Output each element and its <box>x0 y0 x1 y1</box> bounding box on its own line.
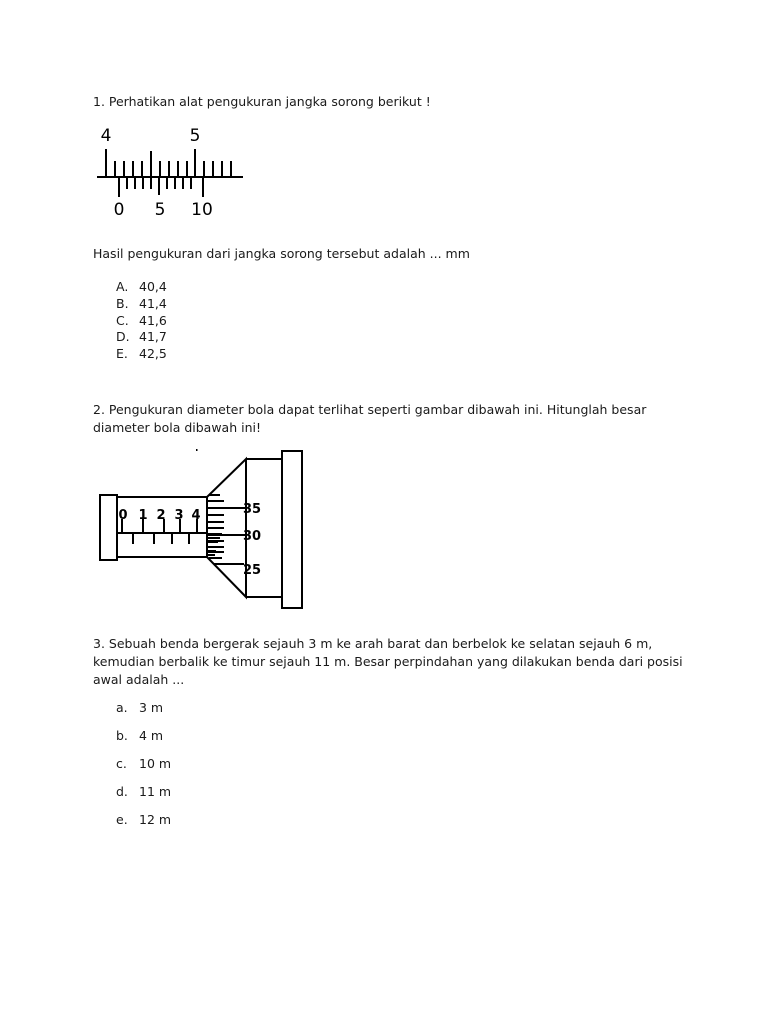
question-1-text: 1. Perhatikan alat pengukuran jangka sorong berikut ! <box>93 94 431 109</box>
option-c[interactable]: c. 10 m <box>116 756 172 771</box>
question-1-prompt: Hasil pengukuran dari jangka sorong tersebut adalah ... mm <box>93 246 470 261</box>
sleeve-label-4: 4 <box>191 508 201 523</box>
sleeve-label-3: 3 <box>174 508 184 523</box>
option-d[interactable]: D. 41,7 <box>116 329 167 345</box>
micrometer-figure <box>96 445 308 613</box>
caliper-main-label-4: 4 <box>100 126 112 146</box>
question-2-text: 2. Pengukuran diameter bola dapat terlihat seperti gambar dibawah ini. Hitunglah besar diameter bola dibawah ini! <box>93 402 647 435</box>
thimble-label-25: 25 <box>243 563 262 578</box>
option-e[interactable]: e. 12 m <box>116 812 172 827</box>
option-a[interactable]: A. 40,4 <box>116 279 167 294</box>
caliper-vernier-label-10: 10 <box>191 200 213 220</box>
option-d[interactable]: d. 11 m <box>116 784 172 799</box>
sleeve-label-2: 2 <box>156 508 166 523</box>
option-a[interactable]: a. 3 m <box>116 700 164 715</box>
option-c[interactable]: C. 41,6 <box>116 312 167 328</box>
caliper-main-label-5: 5 <box>189 126 201 146</box>
option-e[interactable]: E. 42,5 <box>116 346 167 362</box>
caliper-vernier-label-0: 0 <box>113 200 125 220</box>
question-1-options <box>116 279 167 363</box>
vernier-caliper-figure <box>95 124 245 220</box>
caliper-vernier-label-5: 5 <box>154 200 166 220</box>
thimble-label-30: 30 <box>243 529 262 544</box>
sleeve-label-0: 0 <box>118 508 128 523</box>
option-b[interactable]: b. 4 m <box>116 728 164 743</box>
option-b[interactable]: B. 41,4 <box>116 295 167 311</box>
thimble-label-35: 35 <box>243 502 262 517</box>
question-3-text: 3. Sebuah benda bergerak sejauh 3 m ke arah barat dan berbelok ke selatan sejauh 6 m, kemudian berbalik ke timur sejauh 11 m. Besar perpindahan yang dilakukan benda dari posisi awal adalah ... <box>93 636 683 687</box>
question-3-options <box>116 699 171 839</box>
sleeve-label-1: 1 <box>138 508 148 523</box>
